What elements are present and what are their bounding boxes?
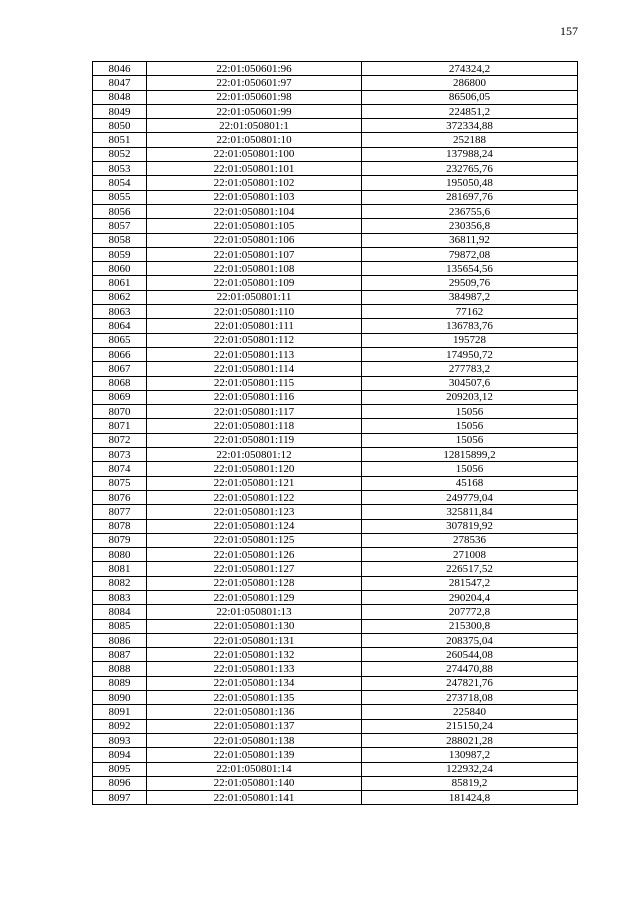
cadastral-number-cell: 22:01:050801:10 <box>147 133 362 147</box>
table-row <box>93 76 578 90</box>
row-number-cell: 8074 <box>93 462 147 476</box>
table-row <box>93 376 578 390</box>
cadastral-value-cell: 307819,92 <box>362 519 578 533</box>
cadastral-value-cell: 137988,24 <box>362 147 578 161</box>
row-number-cell: 8047 <box>93 76 147 90</box>
table-row <box>93 362 578 376</box>
cadastral-number-cell: 22:01:050801:13 <box>147 605 362 619</box>
table-row <box>93 104 578 118</box>
table-row <box>93 390 578 404</box>
cadastral-value-cell: 181424,8 <box>362 791 578 805</box>
cadastral-value-cell: 247821,76 <box>362 676 578 690</box>
cadastral-number-cell: 22:01:050601:97 <box>147 76 362 90</box>
cadastral-value-cell: 15056 <box>362 419 578 433</box>
row-number-cell: 8063 <box>93 305 147 319</box>
table-row <box>93 405 578 419</box>
cadastral-value-cell: 281697,76 <box>362 190 578 204</box>
table-row <box>93 462 578 476</box>
table-row <box>93 576 578 590</box>
cadastral-value-cell: 15056 <box>362 462 578 476</box>
table-row <box>93 204 578 218</box>
cadastral-value-cell: 290204,4 <box>362 590 578 604</box>
row-number-cell: 8054 <box>93 176 147 190</box>
cadastral-value-cell: 278536 <box>362 533 578 547</box>
row-number-cell: 8053 <box>93 162 147 176</box>
cadastral-value-cell: 224851,2 <box>362 104 578 118</box>
row-number-cell: 8094 <box>93 748 147 762</box>
cadastral-number-cell: 22:01:050801:134 <box>147 676 362 690</box>
row-number-cell: 8084 <box>93 605 147 619</box>
table-row <box>93 476 578 490</box>
row-number-cell: 8085 <box>93 619 147 633</box>
row-number-cell: 8066 <box>93 347 147 361</box>
cadastral-number-cell: 22:01:050801:137 <box>147 719 362 733</box>
row-number-cell: 8070 <box>93 405 147 419</box>
cadastral-number-cell: 22:01:050601:99 <box>147 104 362 118</box>
cadastral-number-cell: 22:01:050601:98 <box>147 90 362 104</box>
table-row <box>93 691 578 705</box>
row-number-cell: 8073 <box>93 448 147 462</box>
cadastral-value-cell: 195728 <box>362 333 578 347</box>
row-number-cell: 8057 <box>93 219 147 233</box>
cadastral-value-cell: 29509,76 <box>362 276 578 290</box>
cadastral-number-cell: 22:01:050801:118 <box>147 419 362 433</box>
cadastral-number-cell: 22:01:050801:122 <box>147 490 362 504</box>
cadastral-value-cell: 274470,88 <box>362 662 578 676</box>
cadastral-number-cell: 22:01:050801:106 <box>147 233 362 247</box>
table-row <box>93 719 578 733</box>
row-number-cell: 8069 <box>93 390 147 404</box>
table-row <box>93 62 578 76</box>
row-number-cell: 8068 <box>93 376 147 390</box>
table-row <box>93 776 578 790</box>
cadastral-number-cell: 22:01:050801:119 <box>147 433 362 447</box>
row-number-cell: 8071 <box>93 419 147 433</box>
cadastral-value-cell: 85819,2 <box>362 776 578 790</box>
row-number-cell: 8086 <box>93 633 147 647</box>
row-number-cell: 8078 <box>93 519 147 533</box>
row-number-cell: 8088 <box>93 662 147 676</box>
table-row <box>93 247 578 261</box>
cadastral-number-cell: 22:01:050801:101 <box>147 162 362 176</box>
table-row <box>93 433 578 447</box>
table-row <box>93 533 578 547</box>
row-number-cell: 8082 <box>93 576 147 590</box>
cadastral-value-cell: 252188 <box>362 133 578 147</box>
row-number-cell: 8059 <box>93 247 147 261</box>
cadastral-number-cell: 22:01:050801:138 <box>147 733 362 747</box>
cadastral-number-cell: 22:01:050801:109 <box>147 276 362 290</box>
cadastral-value-table <box>92 61 578 805</box>
cadastral-number-cell: 22:01:050801:104 <box>147 204 362 218</box>
cadastral-value-cell: 372334,88 <box>362 119 578 133</box>
table-row <box>93 290 578 304</box>
row-number-cell: 8062 <box>93 290 147 304</box>
row-number-cell: 8087 <box>93 648 147 662</box>
row-number-cell: 8056 <box>93 204 147 218</box>
row-number-cell: 8048 <box>93 90 147 104</box>
cadastral-number-cell: 22:01:050601:96 <box>147 62 362 76</box>
cadastral-value-cell: 249779,04 <box>362 490 578 504</box>
table-row <box>93 619 578 633</box>
table-row <box>93 648 578 662</box>
row-number-cell: 8049 <box>93 104 147 118</box>
table-row <box>93 262 578 276</box>
cadastral-number-cell: 22:01:050801:133 <box>147 662 362 676</box>
table-row <box>93 662 578 676</box>
cadastral-value-cell: 77162 <box>362 305 578 319</box>
cadastral-value-cell: 215300,8 <box>362 619 578 633</box>
table-row <box>93 319 578 333</box>
cadastral-number-cell: 22:01:050801:108 <box>147 262 362 276</box>
cadastral-number-cell: 22:01:050801:128 <box>147 576 362 590</box>
cadastral-value-cell: 174950,72 <box>362 347 578 361</box>
cadastral-number-cell: 22:01:050801:126 <box>147 548 362 562</box>
row-number-cell: 8083 <box>93 590 147 604</box>
cadastral-number-cell: 22:01:050801:141 <box>147 791 362 805</box>
cadastral-value-cell: 286800 <box>362 76 578 90</box>
cadastral-value-cell: 232765,76 <box>362 162 578 176</box>
cadastral-value-cell: 79872,08 <box>362 247 578 261</box>
table-row <box>93 733 578 747</box>
cadastral-value-cell: 36811,92 <box>362 233 578 247</box>
table-row <box>93 305 578 319</box>
row-number-cell: 8065 <box>93 333 147 347</box>
cadastral-value-cell: 45168 <box>362 476 578 490</box>
table-row <box>93 276 578 290</box>
table-row <box>93 791 578 805</box>
cadastral-number-cell: 22:01:050801:1 <box>147 119 362 133</box>
cadastral-value-cell: 209203,12 <box>362 390 578 404</box>
cadastral-number-cell: 22:01:050801:111 <box>147 319 362 333</box>
cadastral-value-cell: 130987,2 <box>362 748 578 762</box>
cadastral-number-cell: 22:01:050801:102 <box>147 176 362 190</box>
cadastral-number-cell: 22:01:050801:131 <box>147 633 362 647</box>
cadastral-value-cell: 288021,28 <box>362 733 578 747</box>
cadastral-value-cell: 135654,56 <box>362 262 578 276</box>
row-number-cell: 8093 <box>93 733 147 747</box>
cadastral-number-cell: 22:01:050801:123 <box>147 505 362 519</box>
table-row <box>93 176 578 190</box>
cadastral-value-cell: 12815899,2 <box>362 448 578 462</box>
row-number-cell: 8072 <box>93 433 147 447</box>
row-number-cell: 8060 <box>93 262 147 276</box>
cadastral-value-cell: 86506,05 <box>362 90 578 104</box>
cadastral-value-cell: 271008 <box>362 548 578 562</box>
table-row <box>93 519 578 533</box>
cadastral-number-cell: 22:01:050801:125 <box>147 533 362 547</box>
cadastral-value-cell: 260544,08 <box>362 648 578 662</box>
cadastral-number-cell: 22:01:050801:140 <box>147 776 362 790</box>
row-number-cell: 8052 <box>93 147 147 161</box>
cadastral-value-cell: 281547,2 <box>362 576 578 590</box>
row-number-cell: 8096 <box>93 776 147 790</box>
cadastral-number-cell: 22:01:050801:107 <box>147 247 362 261</box>
row-number-cell: 8081 <box>93 562 147 576</box>
row-number-cell: 8051 <box>93 133 147 147</box>
row-number-cell: 8061 <box>93 276 147 290</box>
cadastral-number-cell: 22:01:050801:103 <box>147 190 362 204</box>
cadastral-number-cell: 22:01:050801:124 <box>147 519 362 533</box>
cadastral-number-cell: 22:01:050801:117 <box>147 405 362 419</box>
table-row <box>93 147 578 161</box>
row-number-cell: 8080 <box>93 548 147 562</box>
cadastral-value-cell: 304507,6 <box>362 376 578 390</box>
table-row <box>93 762 578 776</box>
cadastral-value-cell: 384987,2 <box>362 290 578 304</box>
table-row <box>93 119 578 133</box>
table-row <box>93 162 578 176</box>
cadastral-value-cell: 208375,04 <box>362 633 578 647</box>
row-number-cell: 8050 <box>93 119 147 133</box>
table-row <box>93 490 578 504</box>
table-row <box>93 419 578 433</box>
table-row <box>93 590 578 604</box>
table-row <box>93 233 578 247</box>
cadastral-value-cell: 225840 <box>362 705 578 719</box>
row-number-cell: 8075 <box>93 476 147 490</box>
table-row <box>93 448 578 462</box>
cadastral-number-cell: 22:01:050801:120 <box>147 462 362 476</box>
cadastral-number-cell: 22:01:050801:100 <box>147 147 362 161</box>
table-row <box>93 190 578 204</box>
row-number-cell: 8090 <box>93 691 147 705</box>
table-row <box>93 705 578 719</box>
cadastral-number-cell: 22:01:050801:115 <box>147 376 362 390</box>
row-number-cell: 8097 <box>93 791 147 805</box>
cadastral-number-cell: 22:01:050801:112 <box>147 333 362 347</box>
cadastral-number-cell: 22:01:050801:113 <box>147 347 362 361</box>
table-row <box>93 605 578 619</box>
table-row <box>93 748 578 762</box>
table-row <box>93 133 578 147</box>
row-number-cell: 8067 <box>93 362 147 376</box>
cadastral-value-cell: 226517,52 <box>362 562 578 576</box>
cadastral-number-cell: 22:01:050801:110 <box>147 305 362 319</box>
row-number-cell: 8064 <box>93 319 147 333</box>
row-number-cell: 8055 <box>93 190 147 204</box>
cadastral-number-cell: 22:01:050801:116 <box>147 390 362 404</box>
cadastral-number-cell: 22:01:050801:139 <box>147 748 362 762</box>
cadastral-number-cell: 22:01:050801:114 <box>147 362 362 376</box>
cadastral-value-cell: 122932,24 <box>362 762 578 776</box>
table-row <box>93 548 578 562</box>
row-number-cell: 8091 <box>93 705 147 719</box>
cadastral-number-cell: 22:01:050801:129 <box>147 590 362 604</box>
cadastral-number-cell: 22:01:050801:132 <box>147 648 362 662</box>
table-row <box>93 347 578 361</box>
cadastral-number-cell: 22:01:050801:121 <box>147 476 362 490</box>
cadastral-value-cell: 274324,2 <box>362 62 578 76</box>
table-row <box>93 505 578 519</box>
row-number-cell: 8089 <box>93 676 147 690</box>
cadastral-number-cell: 22:01:050801:105 <box>147 219 362 233</box>
cadastral-value-cell: 195050,48 <box>362 176 578 190</box>
table-row <box>93 333 578 347</box>
table-body <box>93 62 578 805</box>
cadastral-value-cell: 236755,6 <box>362 204 578 218</box>
table-row <box>93 676 578 690</box>
cadastral-number-cell: 22:01:050801:11 <box>147 290 362 304</box>
cadastral-value-cell: 207772,8 <box>362 605 578 619</box>
cadastral-number-cell: 22:01:050801:127 <box>147 562 362 576</box>
cadastral-number-cell: 22:01:050801:12 <box>147 448 362 462</box>
row-number-cell: 8079 <box>93 533 147 547</box>
cadastral-value-cell: 15056 <box>362 405 578 419</box>
row-number-cell: 8046 <box>93 62 147 76</box>
page-number: 157 <box>560 24 578 38</box>
table-row <box>93 633 578 647</box>
row-number-cell: 8076 <box>93 490 147 504</box>
cadastral-value-cell: 15056 <box>362 433 578 447</box>
row-number-cell: 8092 <box>93 719 147 733</box>
cadastral-number-cell: 22:01:050801:130 <box>147 619 362 633</box>
row-number-cell: 8058 <box>93 233 147 247</box>
cadastral-value-cell: 215150,24 <box>362 719 578 733</box>
table-row <box>93 562 578 576</box>
cadastral-value-cell: 325811,84 <box>362 505 578 519</box>
cadastral-value-cell: 277783,2 <box>362 362 578 376</box>
cadastral-number-cell: 22:01:050801:136 <box>147 705 362 719</box>
cadastral-value-cell: 136783,76 <box>362 319 578 333</box>
cadastral-value-cell: 230356,8 <box>362 219 578 233</box>
cadastral-number-cell: 22:01:050801:135 <box>147 691 362 705</box>
table-row <box>93 219 578 233</box>
table-row <box>93 90 578 104</box>
row-number-cell: 8095 <box>93 762 147 776</box>
row-number-cell: 8077 <box>93 505 147 519</box>
cadastral-number-cell: 22:01:050801:14 <box>147 762 362 776</box>
cadastral-value-cell: 273718,08 <box>362 691 578 705</box>
